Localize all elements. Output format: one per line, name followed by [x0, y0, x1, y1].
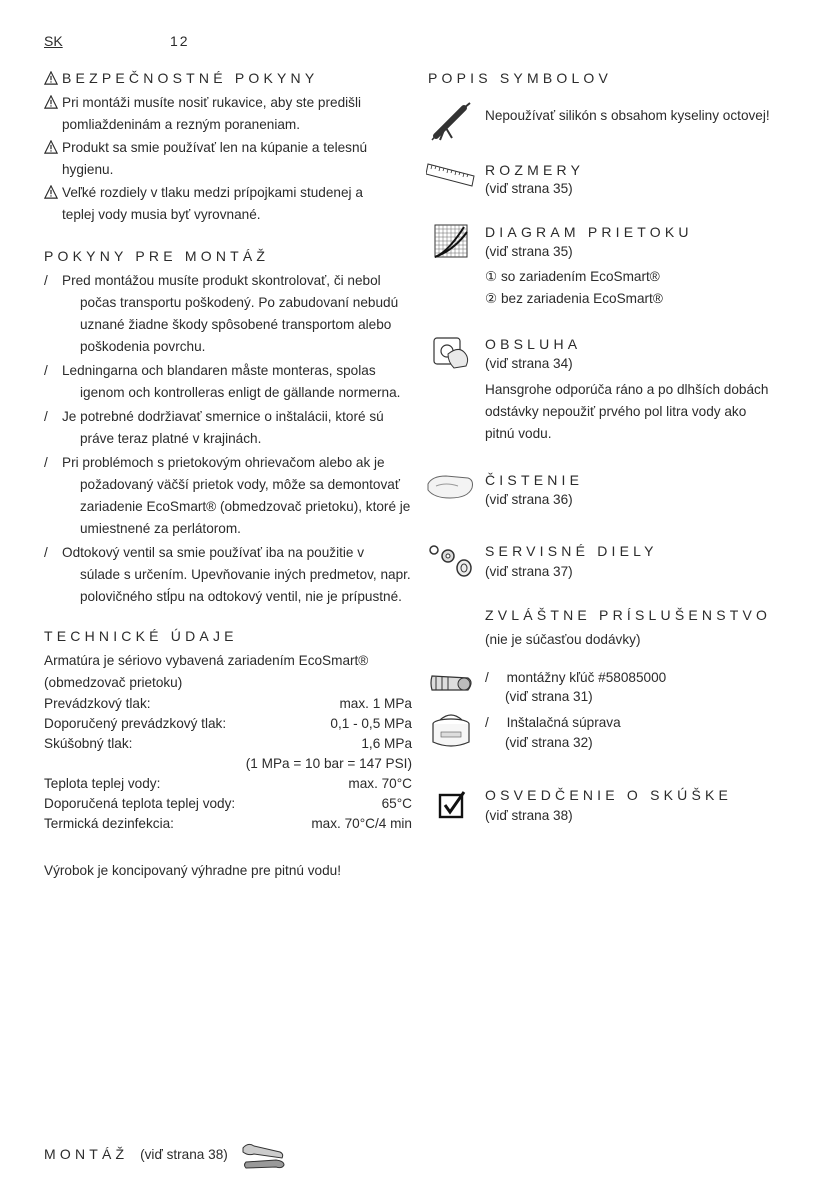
safety-item-line: Produkt sa smie používať len na kúpanie a telesnú	[62, 140, 368, 155]
checkbox-check-icon	[438, 791, 466, 819]
safety-item	[44, 182, 412, 226]
tech-label: Doporučený prevádzkový tlak:	[44, 716, 227, 731]
install-line: počas transportu poškodený. Po zabudovaní nebudú	[80, 295, 399, 310]
warning-icon	[44, 140, 58, 154]
install-line: umiestnené za perlátorom.	[80, 521, 241, 536]
install-line: Pri problémoch s prietokovým ohrievačom alebo ak je	[62, 455, 385, 470]
safety-item	[44, 92, 412, 136]
safety-item-line: Veľké rozdiely v tlaku medzi prípojkami studenej a	[62, 185, 363, 200]
tech-value: 0,1 - 0,5 MPa	[330, 716, 412, 731]
tech-label: Skúšobný tlak:	[44, 736, 133, 751]
operation-heading: OBSLUHA	[485, 336, 582, 352]
dimensions-heading: ROZMERY	[485, 162, 585, 178]
install-line: Je potrebné dodržiavať smernice o inštalácii, ktoré sú	[62, 409, 384, 424]
safety-item-line: hygienu.	[62, 162, 114, 177]
tech-intro-line: Armatúra je sériovo vybavená zariadením EcoSmart®	[44, 653, 369, 668]
page-number: 12	[170, 33, 190, 49]
bullet-slash: /	[44, 273, 48, 288]
install-line: uznané žiadne škody spôsobené transportom alebo	[80, 317, 392, 332]
assembly-ref: (viď strana 38)	[140, 1147, 228, 1162]
hand-operation-icon	[428, 332, 472, 372]
language-code: SK	[44, 33, 63, 49]
tech-row	[44, 756, 412, 776]
spare-parts-icon	[428, 542, 476, 578]
install-item	[44, 452, 412, 540]
bullet-slash: /	[44, 545, 48, 560]
flow-option-1: ① so zariadením EcoSmart®	[485, 269, 660, 284]
tech-row	[44, 736, 412, 756]
bullet-slash: /	[44, 455, 48, 470]
operation-ref: (viď strana 34)	[485, 356, 573, 371]
cleaning-heading: ČISTENIE	[485, 472, 584, 488]
tech-value: (1 MPa = 10 bar = 147 PSI)	[245, 756, 412, 771]
operation-text	[485, 379, 768, 445]
symbols-heading: POPIS SYMBOLOV	[428, 70, 613, 86]
install-item	[44, 270, 412, 358]
tech-heading: TECHNICKÉ ÚDAJE	[44, 628, 238, 644]
accessory-ref: (viď strana 32)	[505, 735, 593, 750]
tech-intro-line: (obmedzovač prietoku)	[44, 675, 183, 690]
accessories-sub: (nie je súčasťou dodávky)	[485, 632, 641, 647]
footer-assembly	[44, 1146, 228, 1162]
operation-line: Hansgrohe odporúča ráno a po dlhších dobách	[485, 382, 769, 397]
install-list	[44, 270, 412, 608]
assembly-title: MONTÁŽ	[44, 1146, 129, 1162]
spare-parts-ref: (viď strana 37)	[485, 564, 573, 579]
bullet-slash: /	[485, 715, 489, 730]
install-line: Ledningarna och blandaren måste monteras, spolas	[62, 363, 376, 378]
install-line: Pred montážou musíte produkt skontrolovať, či nebol	[62, 273, 381, 288]
dimensions-ref: (viď strana 35)	[485, 181, 573, 196]
install-heading: POKYNY PRE MONTÁŽ	[44, 248, 270, 264]
installation-kit-icon	[430, 712, 472, 752]
tech-value: max. 70°C/4 min	[311, 816, 412, 831]
tech-row	[44, 716, 412, 736]
tech-value: 1,6 MPa	[361, 736, 412, 751]
spare-parts-heading: SERVISNÉ DIELY	[485, 543, 658, 559]
tech-row	[44, 816, 412, 836]
install-line: Odtokový ventil sa smie používať iba na použitie v	[62, 545, 365, 560]
install-item	[44, 542, 412, 608]
silicone-gun-icon	[430, 100, 474, 142]
accessory-ref: (viď strana 31)	[505, 689, 593, 704]
safety-item-line: teplej vody musia byť vyrovnané.	[62, 207, 261, 222]
certificate-ref: (viď strana 38)	[485, 808, 573, 823]
install-line: polovičného stĺpu na odtokový ventil, nie je prípustné.	[80, 589, 402, 604]
warning-icon	[44, 95, 58, 109]
certificate-heading: OSVEDČENIE O SKÚŠKE	[485, 787, 733, 803]
safety-item-line: Pri montáži musíte nosiť rukavice, aby ste predišli	[62, 95, 361, 110]
ruler-icon	[426, 160, 476, 190]
safety-title: BEZPEČNOSTNÉ POKYNY	[62, 70, 319, 86]
install-line: práve teraz platné v krajinách.	[80, 431, 262, 446]
tech-table	[44, 696, 412, 840]
bullet-slash: /	[485, 670, 489, 685]
accessory-item	[485, 712, 621, 734]
install-line: igenom och kontrolleras enligt de gällande normerna.	[80, 385, 401, 400]
tech-row	[44, 796, 412, 816]
tech-row	[44, 776, 412, 796]
tools-icon	[240, 1140, 286, 1172]
warning-icon	[44, 71, 58, 85]
accessory-label: Inštalačná súprava	[506, 715, 621, 730]
flow-option-2: ② bez zariadenia EcoSmart®	[485, 291, 663, 306]
tech-label: Termická dezinfekcia:	[44, 816, 174, 831]
tech-label: Prevádzkový tlak:	[44, 696, 151, 711]
tech-label: Doporučená teplota teplej vody:	[44, 796, 236, 811]
tech-label: Teplota teplej vody:	[44, 776, 161, 791]
operation-line: odstávky nepoužiť prvého pol litra vody ako	[485, 404, 747, 419]
install-item	[44, 360, 412, 404]
tech-value: max. 70°C	[348, 776, 412, 791]
install-line: požadovaný väčší prietok vody, môže sa demontovať	[80, 477, 400, 492]
tech-value: 65°C	[381, 796, 412, 811]
safety-heading	[44, 70, 412, 86]
install-line: zariadenie EcoSmart® (obmedzovač prietoku), ktoré je	[80, 499, 411, 514]
install-item	[44, 406, 412, 450]
operation-line: pitnú vodu.	[485, 426, 552, 441]
tech-intro	[44, 650, 412, 694]
accessory-label: montážny kľúč #58085000	[506, 670, 667, 685]
safety-list	[44, 92, 412, 226]
flow-heading: DIAGRAM PRIETOKU	[485, 224, 693, 240]
bullet-slash: /	[44, 363, 48, 378]
accessories-heading: ZVLÁŠTNE PRÍSLUŠENSTVO	[485, 607, 772, 623]
tech-value: max. 1 MPa	[339, 696, 412, 711]
flow-diagram-icon	[434, 224, 468, 258]
mounting-key-icon	[428, 668, 476, 698]
tech-row	[44, 696, 412, 716]
install-line: poškodenia povrchu.	[80, 339, 206, 354]
flow-ref: (viď strana 35)	[485, 244, 573, 259]
install-line: súlade s určením. Upevňovanie iných predmetov, napr.	[80, 567, 411, 582]
warning-icon	[44, 185, 58, 199]
safety-item-line: pomliaždeninám a rezným poraneniam.	[62, 117, 301, 132]
safety-item	[44, 137, 412, 181]
bullet-slash: /	[44, 409, 48, 424]
drinking-water-note: Výrobok je koncipovaný výhradne pre pitnú vodu!	[44, 863, 341, 878]
left-column	[44, 70, 412, 882]
cleaning-hand-icon	[426, 472, 476, 502]
cleaning-ref: (viď strana 36)	[485, 492, 573, 507]
silicone-note: Nepoužívať silikón s obsahom kyseliny octovej!	[485, 108, 770, 123]
